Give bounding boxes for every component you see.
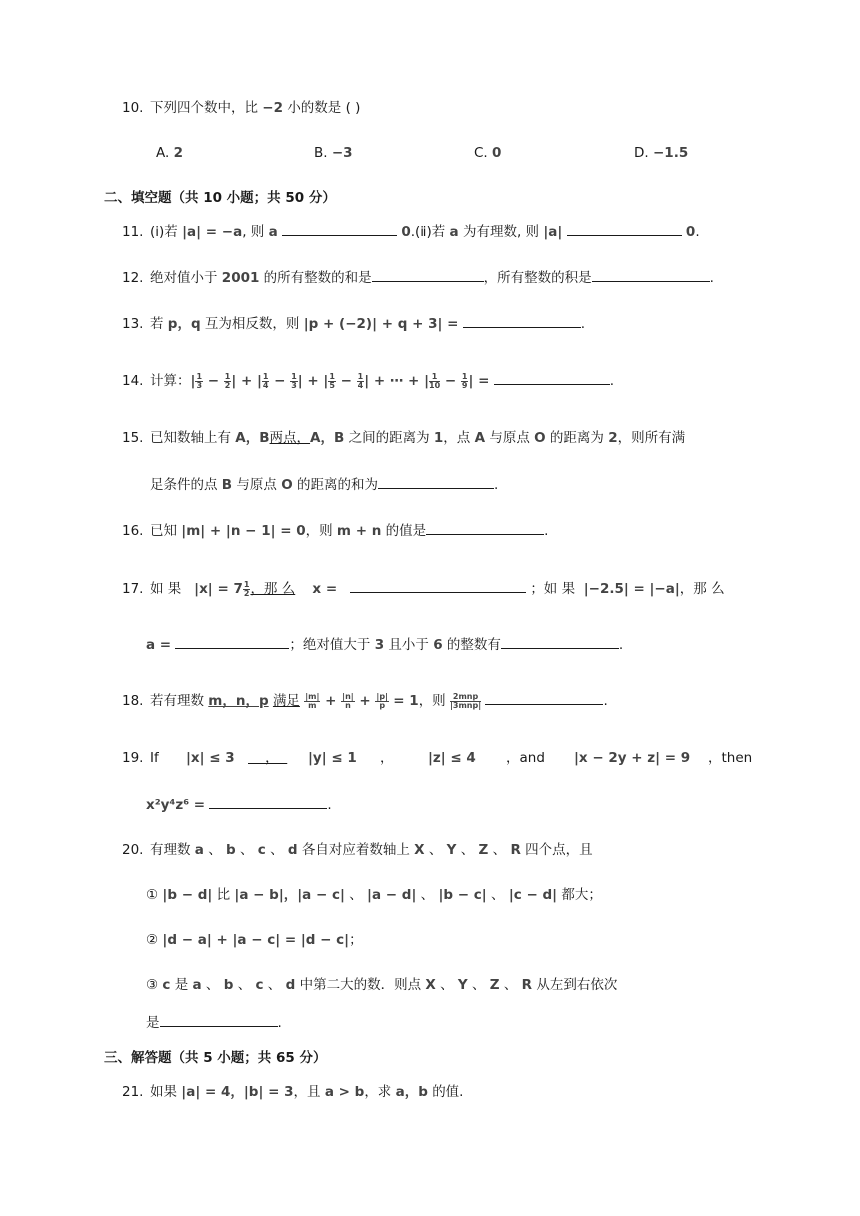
text: ③ — [146, 977, 163, 993]
math-expression: |x − 2y + z| = 9 — [574, 750, 691, 766]
math-expression: 3 — [374, 637, 385, 653]
text: 若 — [150, 316, 164, 332]
text: ，and — [506, 750, 545, 766]
math-expression: x = — [312, 581, 338, 597]
text: ，那 么 — [679, 581, 725, 597]
math-fraction: $\frac{|n|}{n}$ — [342, 691, 354, 710]
text: ；如 果 — [530, 581, 576, 597]
text: 如 果 — [150, 581, 182, 597]
math-expression: a — [449, 224, 459, 240]
text: ，则 — [418, 693, 446, 709]
math-fraction: $\frac{|p|}{p}$ — [376, 691, 388, 710]
condition-2 — [146, 930, 363, 950]
question-number: 11. — [122, 224, 144, 240]
option-value: 0 — [492, 145, 502, 161]
math-expression: X — [414, 842, 425, 858]
text: 的整数有 — [446, 637, 501, 653]
condition-3: ③ c 是 a 、 b 、 c 、 d 中第二大的数．则点 X 、 Y 、 Z 、 R 从左到右依次 — [146, 977, 618, 993]
question-19-line2 — [146, 794, 332, 815]
math-expression: 2001 — [221, 270, 260, 286]
option-label: A. — [156, 145, 170, 161]
math-expression: |b − d| — [162, 887, 213, 903]
question-tail: 小的数是 ( ) — [287, 100, 361, 116]
text: 之间的距离为 — [348, 430, 430, 446]
math-expression: |c − d| — [508, 887, 558, 903]
text: . — [603, 693, 608, 709]
text: 且小于 — [388, 637, 429, 653]
text: 比 — [216, 887, 231, 903]
math-expression: c — [255, 977, 264, 993]
math-expression: |y| ≤ 1 — [308, 750, 357, 766]
question-14 — [122, 369, 614, 393]
math-expression: |d − a| + |a − c| = |d − c| — [162, 932, 350, 948]
question-16 — [122, 520, 548, 541]
question-number: 19. — [122, 750, 144, 766]
question-10 — [122, 98, 360, 118]
text: 中第二大的数．则点 — [299, 977, 422, 993]
math-expression: b — [226, 842, 236, 858]
text: 两点， — [269, 430, 311, 446]
question-15 — [122, 428, 685, 448]
text: 绝对值小于 — [150, 270, 218, 286]
math-expression: 0 — [401, 224, 411, 240]
option-a — [156, 143, 183, 163]
question-number: 20. — [122, 842, 144, 858]
text: .(ⅱ)若 — [410, 224, 446, 240]
question-number: 16. — [122, 523, 144, 539]
question-20: 20. 有理数 a 、 b 、 c 、 d 各自对应着数轴上 X 、 Y 、 Z 、 R 四个点，且 — [122, 842, 593, 858]
answer-blank[interactable] — [494, 370, 610, 385]
text: . — [544, 523, 549, 539]
math-expression: | $\frac{1}{3}$ − $\frac{1}{2}$ | + | $\frac{1}{4}$ − $\frac{1}{3}$ | + | $\frac{1}{5}$ − $\frac{1}{4}$ | + ⋯ + | $\frac{1}{10}$ − $\frac{1}{9}$ | = — [190, 371, 490, 390]
math-expression: c — [162, 977, 171, 993]
answer-blank[interactable] — [485, 690, 603, 705]
math-expression: 1 — [433, 430, 444, 446]
text: 足条件的点 — [150, 477, 218, 493]
math-expression: d — [287, 842, 298, 858]
answer-blank[interactable] — [209, 794, 327, 809]
question-17 — [122, 577, 725, 601]
text: 的值是 — [385, 523, 427, 539]
option-b — [314, 143, 353, 163]
math-expression: a — [268, 224, 278, 240]
text: . — [709, 270, 714, 286]
text: ，且 — [293, 1084, 321, 1100]
math-expression: |a − b|，|a − c| — [234, 887, 345, 903]
text: ， — [380, 750, 394, 766]
math-expression: A，B — [310, 430, 345, 446]
math-expression: X — [425, 977, 436, 993]
answer-blank[interactable] — [378, 474, 494, 489]
math-expression: Z — [489, 977, 500, 993]
text: ，所有整数的积是 — [483, 270, 592, 286]
answer-blank[interactable] — [567, 221, 682, 236]
question-18: 18. 若有理数 m，n，p 满足 $\frac{|m|}{m}$ + $\frac{|n|}{n}$ + $\frac{|p|}{p}$ = 1，则 $\frac{\text{2mnp}}{\text{|3mnp|}}$ . — [122, 688, 608, 714]
math-expression: Z — [478, 842, 489, 858]
option-label: B. — [314, 145, 328, 161]
math-expression: |a| = −a — [182, 224, 243, 240]
math-expression: |−2.5| = |−a| — [583, 581, 680, 597]
math-expression: a > b — [324, 1084, 365, 1100]
option-label: C. — [474, 145, 488, 161]
question-text: 下列四个数中，比 — [150, 100, 258, 116]
text: 互为相反数，则 — [204, 316, 300, 332]
question-11 — [122, 221, 700, 242]
text: 如果 — [150, 1084, 177, 1100]
option-d — [634, 143, 688, 163]
text: 已知数轴上有 — [150, 430, 231, 446]
math-expression: |m| + |n − 1| = 0 — [181, 523, 306, 539]
text: 都大； — [561, 887, 602, 903]
answer-blank[interactable] — [282, 221, 397, 236]
option-value: −3 — [331, 145, 353, 161]
option-value: 2 — [173, 145, 183, 161]
text: ，则所有满 — [617, 430, 686, 446]
math-expression: a，b — [395, 1084, 428, 1100]
text: ，则 — [305, 523, 333, 539]
math-expression: c — [257, 842, 266, 858]
question-21 — [122, 1082, 463, 1102]
math-expression: B — [221, 477, 233, 493]
math-expression: m，n，p — [208, 693, 269, 709]
math-expression: a = — [146, 637, 172, 653]
text: ② — [146, 932, 163, 948]
question-15-line2 — [150, 474, 498, 495]
text: 有理数 — [150, 842, 191, 858]
text: ① — [146, 887, 163, 903]
math-expression: A — [474, 430, 486, 446]
math-expression: O — [534, 430, 546, 446]
text: 的值. — [432, 1084, 464, 1100]
math-fraction: $\frac{\text{2mnp}}{\text{|3mnp|}}$ — [449, 691, 482, 710]
option-value: −1.5 — [652, 145, 689, 161]
question-number: 12. — [122, 270, 144, 286]
text: . — [580, 316, 586, 332]
math-expression: m + n — [336, 523, 382, 539]
question-19 — [122, 748, 758, 768]
text: 计算： — [150, 373, 191, 389]
text: If — [150, 750, 159, 766]
math-expression: |x| = 7 — [194, 581, 243, 597]
answer-blank[interactable] — [372, 267, 484, 282]
text: . — [277, 1015, 282, 1031]
math-expression: |x| ≤ 3 — [186, 750, 235, 766]
math-expression: x²y⁴z⁶ = — [146, 797, 206, 813]
text: , 则 — [242, 224, 265, 240]
math-expression: |b − c| — [438, 887, 487, 903]
answer-blank[interactable] — [592, 267, 710, 282]
math-expression: R — [521, 977, 533, 993]
math-fraction: $\frac{|m|}{m}$ — [305, 691, 320, 710]
text: (ⅰ)若 — [150, 224, 178, 240]
math-expression: −2 — [262, 100, 284, 116]
text: 与原点 — [489, 430, 530, 446]
answer-blank[interactable] — [160, 1012, 278, 1027]
text: ；绝对值大于 — [289, 637, 371, 653]
text: 的所有整数的和是 — [263, 270, 372, 286]
math-expression: O — [281, 477, 293, 493]
math-expression: d — [285, 977, 296, 993]
question-number: 13. — [122, 316, 144, 332]
math-expression: |p + (−2)| + q + 3| = — [303, 316, 459, 332]
question-17-line2 — [146, 634, 623, 655]
text: 从左到右依次 — [536, 977, 618, 993]
text: ，那 么 — [250, 581, 296, 597]
answer-blank[interactable] — [350, 578, 526, 593]
answer-blank[interactable] — [463, 313, 581, 328]
condition-3-line2 — [146, 1012, 282, 1033]
text: . — [327, 797, 332, 813]
math-expression: Y — [446, 842, 457, 858]
text: . — [493, 477, 499, 493]
math-expression: R — [510, 842, 521, 858]
math-expression: a — [192, 977, 202, 993]
text: ，求 — [364, 1084, 392, 1100]
question-12 — [122, 267, 714, 288]
text: ，then — [708, 750, 753, 766]
answer-blank[interactable] — [175, 634, 289, 649]
condition-1: ① |b − d| 比 |a − b|，|a − c| 、 |a − d| 、 |b − c| 、 |c − d| 都大； — [146, 887, 602, 903]
question-13 — [122, 313, 585, 334]
math-expression: A，B — [235, 430, 270, 446]
text: 的距离的和为 — [296, 477, 378, 493]
option-label: D. — [634, 145, 649, 161]
text: . — [618, 637, 624, 653]
question-number: 21. — [122, 1084, 144, 1100]
section-heading-solution: 三、解答题（共 5 小题；共 65 分） — [104, 1050, 327, 1066]
math-expression: |a − d| — [367, 887, 417, 903]
text: 是 — [174, 977, 189, 993]
text: 是 — [146, 1015, 160, 1031]
text: . — [609, 373, 614, 389]
text: 为有理数, 则 — [462, 224, 540, 240]
math-expression: a — [194, 842, 204, 858]
text: 满足 — [272, 693, 300, 709]
text: ，点 — [443, 430, 471, 446]
math-fraction: $\frac{1}{2}$ — [243, 579, 250, 598]
math-expression: b — [223, 977, 234, 993]
question-number: 14. — [122, 373, 144, 389]
text: 的距离为 — [549, 430, 604, 446]
math-expression: = 1 — [393, 693, 419, 709]
math-expression: 2 — [608, 430, 618, 446]
option-c — [474, 143, 501, 163]
text: 四个点，且 — [525, 842, 593, 858]
text: ； — [349, 932, 363, 948]
answer-blank[interactable] — [426, 520, 544, 535]
text: ， — [248, 750, 288, 766]
section-heading-fill-in: 二、填空题（共 10 小题；共 50 分） — [104, 190, 336, 206]
math-expression: p，q — [167, 316, 201, 332]
text: 各自对应着数轴上 — [301, 842, 410, 858]
text: . — [695, 224, 700, 240]
text: 已知 — [150, 523, 177, 539]
math-expression: 6 — [433, 637, 443, 653]
math-expression: Y — [457, 977, 468, 993]
answer-blank[interactable] — [501, 634, 619, 649]
math-expression: 0 — [685, 224, 696, 240]
question-number: 18. — [122, 693, 144, 709]
math-expression: |a| = 4，|b| = 3 — [181, 1084, 294, 1100]
question-number: 10. — [122, 100, 144, 116]
question-number: 17. — [122, 581, 144, 597]
question-number: 15. — [122, 430, 144, 446]
text: 与原点 — [236, 477, 277, 493]
math-expression: |a| — [543, 224, 563, 240]
math-expression: |z| ≤ 4 — [428, 750, 476, 766]
text: 若有理数 — [150, 693, 204, 709]
